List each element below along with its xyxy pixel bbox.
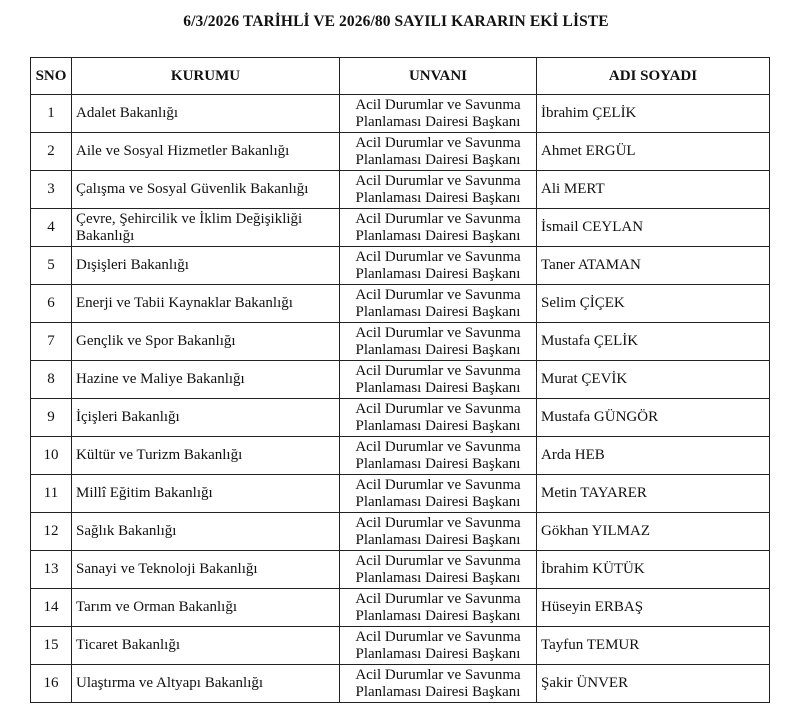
cell-kurum: Hazine ve Maliye Bakanlığı <box>72 361 340 399</box>
cell-unvan <box>340 171 537 209</box>
cell-unvan <box>340 323 537 361</box>
cell-kurum: Çevre, Şehircilik ve İklim Değişikliği Bakanlığı <box>72 209 340 247</box>
column-header-unvan: UNVANI <box>340 58 537 95</box>
unvan-line-1: Acil Durumlar ve Savunma <box>355 286 521 303</box>
cell-ad-soyad: Murat ÇEVİK <box>537 361 770 399</box>
unvan-line-2: Planlaması Dairesi Başkanı <box>355 341 521 358</box>
cell-sno: 13 <box>31 551 72 589</box>
cell-ad-soyad: Mustafa GÜNGÖR <box>537 399 770 437</box>
cell-unvan <box>340 399 537 437</box>
unvan-line-1: Acil Durumlar ve Savunma <box>355 438 521 455</box>
unvan-line-2: Planlaması Dairesi Başkanı <box>355 151 521 168</box>
unvan-line-2: Planlaması Dairesi Başkanı <box>355 303 521 320</box>
cell-unvan <box>340 513 537 551</box>
cell-sno: 7 <box>31 323 72 361</box>
cell-unvan <box>340 475 537 513</box>
cell-sno: 2 <box>31 133 72 171</box>
cell-ad-soyad: İsmail CEYLAN <box>537 209 770 247</box>
cell-ad-soyad: Tayfun TEMUR <box>537 627 770 665</box>
cell-sno: 6 <box>31 285 72 323</box>
cell-sno: 4 <box>31 209 72 247</box>
table-row <box>31 665 770 703</box>
table-row <box>31 513 770 551</box>
cell-ad-soyad: İbrahim ÇELİK <box>537 95 770 133</box>
cell-unvan <box>340 209 537 247</box>
cell-sno: 1 <box>31 95 72 133</box>
unvan-line-2: Planlaması Dairesi Başkanı <box>355 189 521 206</box>
cell-sno: 16 <box>31 665 72 703</box>
cell-unvan <box>340 247 537 285</box>
unvan-line-1: Acil Durumlar ve Savunma <box>355 628 521 645</box>
table-row <box>31 247 770 285</box>
unvan-line-2: Planlaması Dairesi Başkanı <box>355 455 521 472</box>
unvan-line-2: Planlaması Dairesi Başkanı <box>355 531 521 548</box>
cell-kurum: Çalışma ve Sosyal Güvenlik Bakanlığı <box>72 171 340 209</box>
unvan-line-2: Planlaması Dairesi Başkanı <box>355 493 521 510</box>
cell-kurum: Tarım ve Orman Bakanlığı <box>72 589 340 627</box>
table-row <box>31 589 770 627</box>
cell-kurum: Sağlık Bakanlığı <box>72 513 340 551</box>
table-row <box>31 437 770 475</box>
cell-ad-soyad: Arda HEB <box>537 437 770 475</box>
column-header-kurum: KURUMU <box>72 58 340 95</box>
table-body <box>31 95 770 703</box>
unvan-line-1: Acil Durumlar ve Savunma <box>355 362 521 379</box>
cell-ad-soyad: Hüseyin ERBAŞ <box>537 589 770 627</box>
unvan-line-1: Acil Durumlar ve Savunma <box>355 666 521 683</box>
unvan-line-2: Planlaması Dairesi Başkanı <box>355 569 521 586</box>
unvan-line-2: Planlaması Dairesi Başkanı <box>355 227 521 244</box>
cell-unvan <box>340 589 537 627</box>
cell-ad-soyad: Şakir ÜNVER <box>537 665 770 703</box>
cell-sno: 5 <box>31 247 72 285</box>
unvan-line-1: Acil Durumlar ve Savunma <box>355 400 521 417</box>
cell-unvan <box>340 627 537 665</box>
table-row <box>31 323 770 361</box>
cell-sno: 10 <box>31 437 72 475</box>
cell-kurum: Dışişleri Bakanlığı <box>72 247 340 285</box>
unvan-line-2: Planlaması Dairesi Başkanı <box>355 113 521 130</box>
cell-ad-soyad: Taner ATAMAN <box>537 247 770 285</box>
cell-unvan <box>340 285 537 323</box>
cell-kurum: Millî Eğitim Bakanlığı <box>72 475 340 513</box>
unvan-line-2: Planlaması Dairesi Başkanı <box>355 683 521 700</box>
cell-unvan <box>340 361 537 399</box>
unvan-line-2: Planlaması Dairesi Başkanı <box>355 607 521 624</box>
cell-kurum: Ticaret Bakanlığı <box>72 627 340 665</box>
table-row <box>31 627 770 665</box>
page-title: 6/3/2026 TARİHLİ VE 2026/80 SAYILI KARARIN EKİ LİSTE <box>183 13 609 30</box>
cell-sno: 11 <box>31 475 72 513</box>
cell-unvan <box>340 437 537 475</box>
cell-kurum: Sanayi ve Teknoloji Bakanlığı <box>72 551 340 589</box>
cell-ad-soyad: Gökhan YILMAZ <box>537 513 770 551</box>
cell-ad-soyad: Ahmet ERGÜL <box>537 133 770 171</box>
cell-ad-soyad: İbrahim KÜTÜK <box>537 551 770 589</box>
table-row <box>31 361 770 399</box>
table-row <box>31 551 770 589</box>
unvan-line-2: Planlaması Dairesi Başkanı <box>355 379 521 396</box>
unvan-line-1: Acil Durumlar ve Savunma <box>355 324 521 341</box>
cell-unvan <box>340 665 537 703</box>
unvan-line-2: Planlaması Dairesi Başkanı <box>355 645 521 662</box>
column-header-sno: SNO <box>31 58 72 95</box>
cell-unvan <box>340 95 537 133</box>
cell-ad-soyad: Selim ÇİÇEK <box>537 285 770 323</box>
cell-sno: 8 <box>31 361 72 399</box>
cell-kurum: Gençlik ve Spor Bakanlığı <box>72 323 340 361</box>
cell-sno: 9 <box>31 399 72 437</box>
column-header-ad-soyad: ADI SOYADI <box>537 58 770 95</box>
cell-kurum: Adalet Bakanlığı <box>72 95 340 133</box>
table-row <box>31 285 770 323</box>
cell-kurum: Aile ve Sosyal Hizmetler Bakanlığı <box>72 133 340 171</box>
table-row <box>31 209 770 247</box>
cell-sno: 14 <box>31 589 72 627</box>
table-row <box>31 133 770 171</box>
cell-ad-soyad: Mustafa ÇELİK <box>537 323 770 361</box>
cell-unvan <box>340 551 537 589</box>
table-header-row <box>31 58 770 95</box>
unvan-line-1: Acil Durumlar ve Savunma <box>355 552 521 569</box>
cell-ad-soyad: Metin TAYARER <box>537 475 770 513</box>
table-row <box>31 171 770 209</box>
cell-unvan <box>340 133 537 171</box>
cell-kurum: İçişleri Bakanlığı <box>72 399 340 437</box>
unvan-line-1: Acil Durumlar ve Savunma <box>355 514 521 531</box>
appointment-list-table <box>30 57 770 703</box>
unvan-line-2: Planlaması Dairesi Başkanı <box>355 417 521 434</box>
table-row <box>31 475 770 513</box>
cell-ad-soyad: Ali MERT <box>537 171 770 209</box>
unvan-line-1: Acil Durumlar ve Savunma <box>355 590 521 607</box>
table-row <box>31 399 770 437</box>
cell-kurum: Kültür ve Turizm Bakanlığı <box>72 437 340 475</box>
unvan-line-1: Acil Durumlar ve Savunma <box>355 210 521 227</box>
cell-kurum: Enerji ve Tabii Kaynaklar Bakanlığı <box>72 285 340 323</box>
cell-sno: 15 <box>31 627 72 665</box>
unvan-line-2: Planlaması Dairesi Başkanı <box>355 265 521 282</box>
unvan-line-1: Acil Durumlar ve Savunma <box>355 248 521 265</box>
cell-sno: 12 <box>31 513 72 551</box>
unvan-line-1: Acil Durumlar ve Savunma <box>355 96 521 113</box>
table-row <box>31 95 770 133</box>
unvan-line-1: Acil Durumlar ve Savunma <box>355 476 521 493</box>
unvan-line-1: Acil Durumlar ve Savunma <box>355 134 521 151</box>
cell-sno: 3 <box>31 171 72 209</box>
cell-kurum: Ulaştırma ve Altyapı Bakanlığı <box>72 665 340 703</box>
unvan-line-1: Acil Durumlar ve Savunma <box>355 172 521 189</box>
